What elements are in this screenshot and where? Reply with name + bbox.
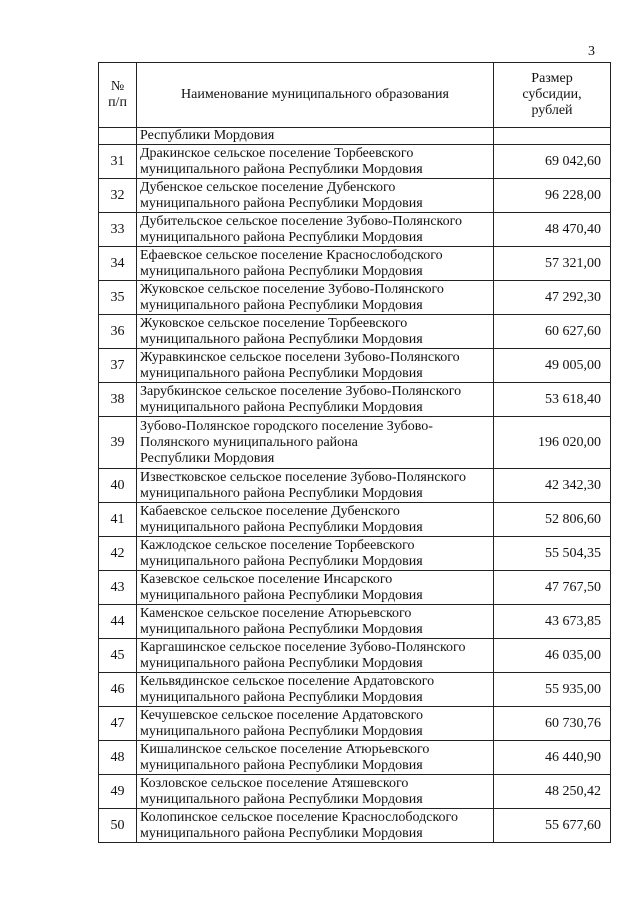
municipality-name-line: Каргашинское сельское поселение Зубово-Полянского xyxy=(140,639,466,655)
table-row xyxy=(99,349,611,383)
header-amount-line: рублей xyxy=(531,103,573,118)
municipality-name-line: Зарубкинское сельское поселение Зубово-Полянского xyxy=(140,383,462,399)
table-row xyxy=(99,673,611,707)
municipality-name-line: муниципального района Республики Мордовия xyxy=(140,689,423,705)
municipality-name-line: Жуковское сельское поселение Зубово-Полянского xyxy=(140,281,444,297)
table-body xyxy=(99,128,611,843)
municipality-name-line: Козловское сельское поселение Атяшевского xyxy=(140,775,409,791)
municipality-name-line: муниципального района Республики Мордовия xyxy=(140,263,423,279)
row-number: 38 xyxy=(99,383,137,417)
page-number: 3 xyxy=(588,44,595,59)
header-number-line: п/п xyxy=(108,95,127,110)
municipality-name-line: муниципального района Республики Мордовия xyxy=(140,229,423,245)
header-number-line: № xyxy=(110,79,125,94)
subsidy-amount: 57 321,00 xyxy=(494,247,611,281)
row-number: 40 xyxy=(99,469,137,503)
table-row xyxy=(99,571,611,605)
row-number: 31 xyxy=(99,145,137,179)
header-amount-line: Размер xyxy=(531,71,573,86)
continuation-text: Республики Мордовия xyxy=(137,128,494,145)
continuation-row xyxy=(99,128,611,145)
table-row xyxy=(99,503,611,537)
row-number: 42 xyxy=(99,537,137,571)
table-row xyxy=(99,417,611,469)
municipality-name xyxy=(137,145,494,179)
subsidy-table xyxy=(98,62,611,843)
municipality-name-line: Кечушевское сельское поселение Ардатовского xyxy=(140,707,423,723)
table-row xyxy=(99,707,611,741)
row-number: 44 xyxy=(99,605,137,639)
row-number: 49 xyxy=(99,775,137,809)
municipality-name xyxy=(137,809,494,843)
row-number: 45 xyxy=(99,639,137,673)
municipality-name xyxy=(137,503,494,537)
municipality-name xyxy=(137,417,494,469)
table-row xyxy=(99,639,611,673)
municipality-name-line: муниципального района Республики Мордовия xyxy=(140,485,423,501)
subsidy-amount: 55 504,35 xyxy=(494,537,611,571)
municipality-name-line: Дубительское сельское поселение Зубово-Полянского xyxy=(140,213,463,229)
table-row xyxy=(99,179,611,213)
municipality-name-line: муниципального района Республики Мордовия xyxy=(140,553,423,569)
municipality-name-line: Известковское сельское поселение Зубово-Полянского xyxy=(140,469,467,485)
subsidy-amount: 55 935,00 xyxy=(494,673,611,707)
row-number: 32 xyxy=(99,179,137,213)
row-number: 43 xyxy=(99,571,137,605)
subsidy-amount: 196 020,00 xyxy=(494,417,611,469)
subsidy-amount: 47 292,30 xyxy=(494,281,611,315)
row-number: 48 xyxy=(99,741,137,775)
table-row xyxy=(99,315,611,349)
municipality-name-line: Кажлодское сельское поселение Торбеевского xyxy=(140,537,415,553)
municipality-name-line: Кабаевское сельское поселение Дубенского xyxy=(140,503,400,519)
table-row xyxy=(99,741,611,775)
row-number: 41 xyxy=(99,503,137,537)
municipality-name xyxy=(137,469,494,503)
municipality-name-line: муниципального района Республики Мордовия xyxy=(140,723,423,739)
table-header xyxy=(99,63,611,128)
municipality-name-line: Дракинское сельское поселение Торбеевского xyxy=(140,145,414,161)
subsidy-amount: 42 342,30 xyxy=(494,469,611,503)
municipality-name-line: Каменское сельское поселение Атюрьевского xyxy=(140,605,412,621)
municipality-name xyxy=(137,247,494,281)
subsidy-amount: 60 730,76 xyxy=(494,707,611,741)
municipality-name-line: муниципального района Республики Мордовия xyxy=(140,655,423,671)
header-name: Наименование муниципального образования xyxy=(137,63,494,128)
subsidy-amount: 96 228,00 xyxy=(494,179,611,213)
municipality-name-line: муниципального района Республики Мордовия xyxy=(140,519,423,535)
municipality-name-line: муниципального района Республики Мордовия xyxy=(140,587,423,603)
municipality-name xyxy=(137,349,494,383)
municipality-name xyxy=(137,383,494,417)
table-row xyxy=(99,247,611,281)
continuation-amount-cell xyxy=(494,128,611,145)
continuation-number-cell xyxy=(99,128,137,145)
municipality-name-line: муниципального района Республики Мордовия xyxy=(140,161,423,177)
subsidy-amount: 46 035,00 xyxy=(494,639,611,673)
municipality-name-line: муниципального района Республики Мордовия xyxy=(140,825,423,841)
table-row xyxy=(99,145,611,179)
table-row xyxy=(99,281,611,315)
subsidy-amount: 52 806,60 xyxy=(494,503,611,537)
row-number: 36 xyxy=(99,315,137,349)
row-number: 33 xyxy=(99,213,137,247)
table-row xyxy=(99,605,611,639)
municipality-name-line: Ефаевское сельское поселение Краснослободского xyxy=(140,247,443,263)
municipality-name-line: муниципального района Республики Мордовия xyxy=(140,399,423,415)
subsidy-amount: 47 767,50 xyxy=(494,571,611,605)
subsidy-amount: 69 042,60 xyxy=(494,145,611,179)
row-number: 35 xyxy=(99,281,137,315)
row-number: 39 xyxy=(99,417,137,469)
municipality-name xyxy=(137,537,494,571)
municipality-name-line: муниципального района Республики Мордовия xyxy=(140,331,423,347)
municipality-name-line: Казевское сельское поселение Инсарского xyxy=(140,571,393,587)
municipality-name-line: Жуковское сельское поселение Торбеевского xyxy=(140,315,408,331)
municipality-name-line: Республики Мордовия xyxy=(140,450,275,466)
subsidy-amount: 48 470,40 xyxy=(494,213,611,247)
subsidy-amount: 55 677,60 xyxy=(494,809,611,843)
municipality-name-line: Полянского муниципального района xyxy=(140,434,358,450)
subsidy-amount: 48 250,42 xyxy=(494,775,611,809)
municipality-name-line: муниципального района Республики Мордовия xyxy=(140,621,423,637)
municipality-name-line: муниципального района Республики Мордовия xyxy=(140,791,423,807)
header-amount xyxy=(494,63,611,128)
municipality-name xyxy=(137,315,494,349)
municipality-name xyxy=(137,281,494,315)
municipality-name xyxy=(137,571,494,605)
row-number: 34 xyxy=(99,247,137,281)
municipality-name-line: Колопинское сельское поселение Краснослободского xyxy=(140,809,458,825)
row-number: 46 xyxy=(99,673,137,707)
municipality-name-line: муниципального района Республики Мордовия xyxy=(140,195,423,211)
municipality-name-line: муниципального района Республики Мордовия xyxy=(140,297,423,313)
municipality-name-line: Зубово-Полянское городского поселение Зубово- xyxy=(140,418,433,434)
municipality-name xyxy=(137,741,494,775)
header-amount-line: субсидии, xyxy=(522,87,582,102)
table-row xyxy=(99,775,611,809)
header-number xyxy=(99,63,137,128)
table-row xyxy=(99,809,611,843)
municipality-name-line: Дубенское сельское поселение Дубенского xyxy=(140,179,396,195)
subsidy-amount: 49 005,00 xyxy=(494,349,611,383)
municipality-name-line: Журавкинское сельское поселени Зубово-Полянского xyxy=(140,349,460,365)
municipality-name xyxy=(137,213,494,247)
municipality-name-line: муниципального района Республики Мордовия xyxy=(140,757,423,773)
municipality-name xyxy=(137,673,494,707)
municipality-name xyxy=(137,707,494,741)
municipality-name-line: Кишалинское сельское поселение Атюрьевского xyxy=(140,741,430,757)
municipality-name xyxy=(137,179,494,213)
subsidy-amount: 60 627,60 xyxy=(494,315,611,349)
municipality-name xyxy=(137,605,494,639)
row-number: 47 xyxy=(99,707,137,741)
municipality-name xyxy=(137,775,494,809)
table-row xyxy=(99,469,611,503)
table-row xyxy=(99,383,611,417)
row-number: 50 xyxy=(99,809,137,843)
municipality-name-line: муниципального района Республики Мордовия xyxy=(140,365,423,381)
subsidy-amount: 43 673,85 xyxy=(494,605,611,639)
municipality-name xyxy=(137,639,494,673)
subsidy-amount: 46 440,90 xyxy=(494,741,611,775)
row-number: 37 xyxy=(99,349,137,383)
table-row xyxy=(99,537,611,571)
municipality-name-line: Кельвядинское сельское поселение Ардатовского xyxy=(140,673,435,689)
table-row xyxy=(99,213,611,247)
subsidy-amount: 53 618,40 xyxy=(494,383,611,417)
